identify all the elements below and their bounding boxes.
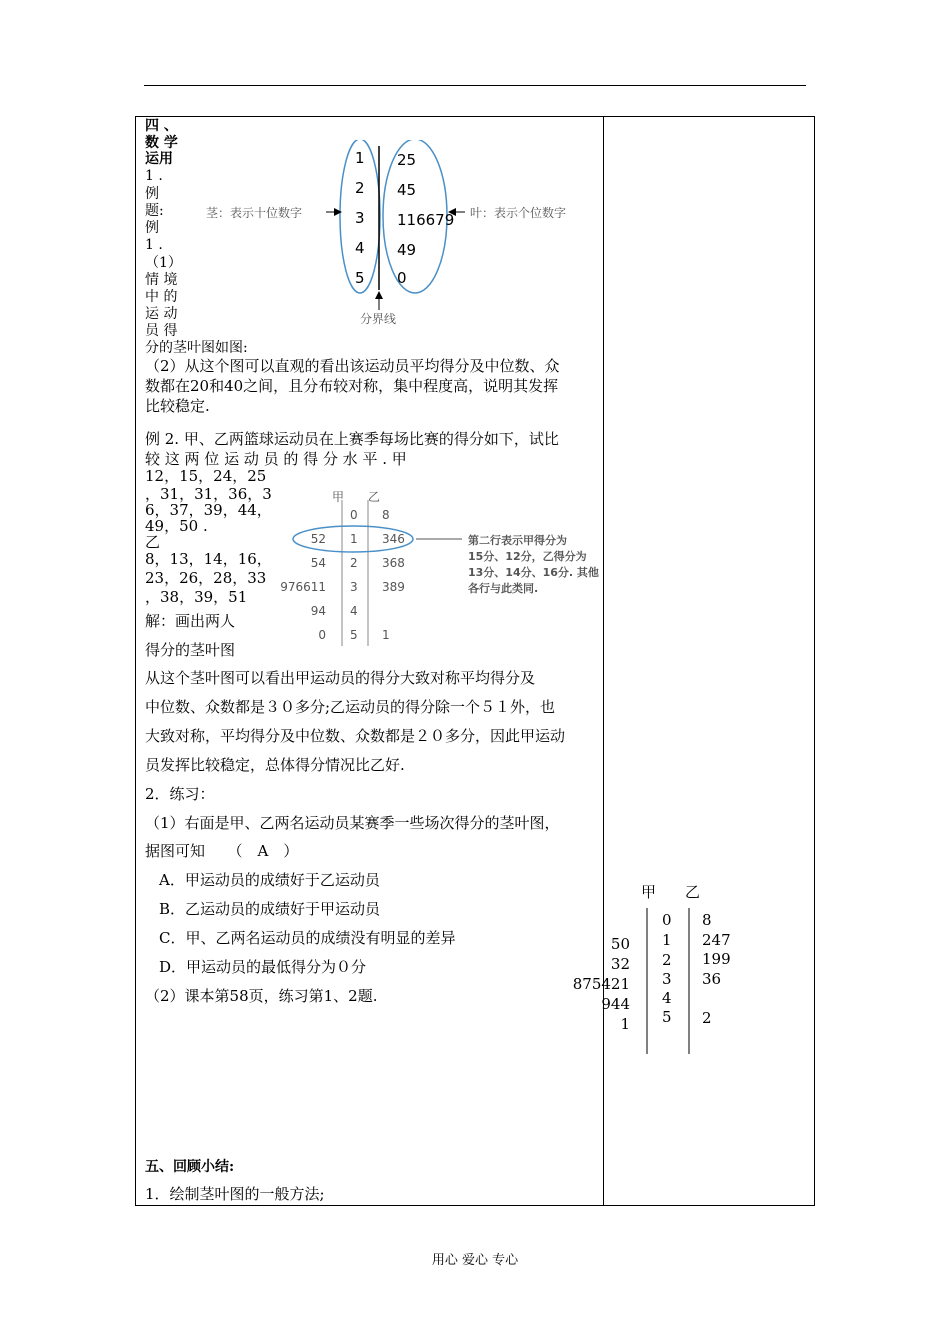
stem-leaf-figure-2 bbox=[280, 486, 600, 651]
practice-title: 2．练习： bbox=[145, 785, 215, 803]
option-c: C．甲、乙两名运动员的成绩没有明显的差异 bbox=[159, 929, 456, 947]
example2-data-line: ，38，39，51 bbox=[145, 588, 248, 606]
fig3-right-leaf: 199 bbox=[702, 950, 731, 968]
fig2-left-leaf: 52 bbox=[310, 532, 326, 546]
header-rule bbox=[144, 85, 806, 86]
fig3-left-leaf: 1 bbox=[620, 1015, 630, 1033]
fig2-left-leaf: 94 bbox=[310, 604, 326, 618]
example1-para2: （2）从这个图可以直观的看出该运动员平均得分及中位数、众 bbox=[145, 357, 560, 375]
example1-line: 例 bbox=[145, 186, 159, 202]
stem: 5 bbox=[355, 269, 365, 287]
analysis-line: 员发挥比较稳定，总体得分情况比乙好. bbox=[145, 756, 405, 774]
fig3-right-leaf: 2 bbox=[702, 1009, 712, 1027]
example2-solution: 得分的茎叶图 bbox=[145, 641, 236, 659]
fig2-stem: 1 bbox=[350, 532, 358, 546]
fig3-stem: 4 bbox=[662, 989, 672, 1007]
leaf: 45 bbox=[397, 181, 417, 199]
fig3-right-leaf: 36 bbox=[702, 970, 722, 988]
fig3-right-leaf: 247 bbox=[702, 931, 731, 949]
fig2-note: 第二行表示甲得分为 bbox=[468, 534, 567, 547]
leaf: 25 bbox=[397, 151, 417, 169]
fig3-header-right: 乙 bbox=[685, 883, 701, 901]
example2-data-line: 6，37，39，44， bbox=[145, 501, 272, 519]
example2-intro: 较 这 两 位 运 动 员 的 得 分 水 平 . 甲 bbox=[145, 450, 407, 468]
example2-data-line: 23，26，28，33 bbox=[145, 569, 267, 587]
stem-leaf-figure-3 bbox=[570, 880, 730, 1060]
example2-data-line: 乙 bbox=[145, 533, 161, 551]
example1-fig-caption: 分的茎叶图如图: bbox=[145, 340, 248, 356]
fig3-right-leaf: 8 bbox=[702, 911, 712, 929]
analysis-line: 大致对称，平均得分及中位数、众数都是２０多分，因此甲运动 bbox=[145, 727, 566, 745]
fig2-left-leaf: 976611 bbox=[280, 580, 326, 594]
analysis-line: 中位数、众数都是３０多分;乙运动员的得分除一个５１外，也 bbox=[145, 698, 556, 716]
fig2-left-leaf: 54 bbox=[310, 556, 326, 570]
fig2-right-leaf: 368 bbox=[382, 556, 405, 570]
fig3-stem: 3 bbox=[662, 970, 672, 988]
fig3-left-leaf: 875421 bbox=[572, 975, 630, 993]
example1-line: 题: bbox=[145, 203, 164, 219]
fig2-header-right: 乙 bbox=[368, 490, 381, 504]
stem-label: 茎：表示十位数字 bbox=[206, 206, 303, 220]
fig3-stem: 0 bbox=[662, 911, 672, 929]
example2-solution: 解：画出两人 bbox=[145, 612, 236, 630]
fig3-stem: 2 bbox=[662, 951, 672, 969]
page-footer: 用心 爱心 专心 bbox=[431, 1253, 519, 1268]
leaf-label: 叶：表示个位数字 bbox=[470, 206, 567, 220]
section5-heading: 五、回顾小结: bbox=[145, 1159, 235, 1175]
fig2-stem: 5 bbox=[350, 628, 358, 642]
example1-line: 情 境 bbox=[145, 272, 178, 288]
section4-heading-3: 运用 bbox=[145, 151, 173, 167]
fig2-stem: 2 bbox=[350, 556, 358, 570]
example1-line: （1） bbox=[145, 255, 182, 271]
fig3-header-left: 甲 bbox=[641, 883, 657, 901]
practice-q1: （1）右面是甲、乙两名运动员某赛季一些场次得分的茎叶图， bbox=[145, 814, 560, 832]
fig2-stem: 0 bbox=[350, 508, 358, 522]
fig2-note: 各行与此类同. bbox=[468, 582, 539, 595]
fig2-right-leaf: 8 bbox=[382, 508, 390, 522]
example2-data-line: 12，15，24，25 bbox=[145, 467, 267, 485]
fig2-left-leaf: 0 bbox=[318, 628, 326, 642]
fig3-left-leaf: 32 bbox=[610, 955, 630, 973]
option-a: A．甲运动员的成绩好于乙运动员 bbox=[159, 871, 380, 889]
stem: 2 bbox=[355, 179, 365, 197]
analysis-line: 从这个茎叶图可以看出甲运动员的得分大致对称平均得分及 bbox=[145, 669, 536, 687]
example1-para2: 比较稳定. bbox=[145, 397, 210, 415]
example1-line: 例 bbox=[145, 220, 159, 236]
example1-line: 运 动 bbox=[145, 306, 178, 322]
option-b: B．乙运动员的成绩好于甲运动员 bbox=[159, 900, 381, 918]
section4-heading-2: 数 学 bbox=[145, 135, 178, 151]
section4-heading-1: 四 、 bbox=[145, 118, 178, 134]
example2-data-line: 49，50 . bbox=[145, 517, 208, 535]
fig3-left-leaf: 50 bbox=[610, 935, 630, 953]
stem: 3 bbox=[355, 209, 365, 227]
leaf: 0 bbox=[397, 269, 407, 287]
fig2-stem: 4 bbox=[350, 604, 358, 618]
fig2-header-left: 甲 bbox=[332, 490, 345, 504]
example2-data-line: ，31，31，36，3 bbox=[145, 485, 272, 503]
leaf: 116679 bbox=[397, 211, 455, 229]
stem: 1 bbox=[355, 149, 365, 167]
fig2-right-leaf: 346 bbox=[382, 532, 405, 546]
option-d: D．甲运动员的最低得分为０分 bbox=[159, 958, 367, 976]
example1-line: 1 . bbox=[145, 237, 163, 253]
fig3-left-leaf: 944 bbox=[601, 995, 630, 1013]
fig2-right-leaf: 1 bbox=[382, 628, 390, 642]
fig2-note: 15分、12分，乙得分为 bbox=[468, 550, 587, 563]
fig2-stem: 3 bbox=[350, 580, 358, 594]
practice-q2: （2）课本第58页，练习第1、2题. bbox=[145, 987, 378, 1005]
example1-para2: 数都在20和40之间，且分布较对称，集中程度高，说明其发挥 bbox=[145, 377, 559, 395]
fig2-right-leaf: 389 bbox=[382, 580, 405, 594]
section5-item1: 1．绘制茎叶图的一般方法; bbox=[145, 1185, 325, 1203]
example2-intro: 例 2. 甲、乙两篮球运动员在上赛季每场比赛的得分如下，试比 bbox=[145, 430, 559, 448]
fig2-note: 13分、14分、16分. 其他 bbox=[468, 566, 599, 579]
example1-line: 1 . bbox=[145, 168, 163, 184]
example1-line: 员 得 bbox=[145, 323, 178, 339]
example1-line: 中 的 bbox=[145, 289, 178, 305]
divider-label: 分界线 bbox=[360, 312, 397, 326]
fig3-stem: 1 bbox=[662, 931, 672, 949]
practice-q1: 据图可知 （ A ） bbox=[145, 842, 299, 860]
leaf: 49 bbox=[397, 241, 417, 259]
example2-data-line: 8，13，14，16， bbox=[145, 550, 272, 568]
fig3-stem: 5 bbox=[662, 1008, 672, 1026]
stem: 4 bbox=[355, 239, 365, 257]
stem-leaf-figure-1 bbox=[200, 140, 600, 330]
